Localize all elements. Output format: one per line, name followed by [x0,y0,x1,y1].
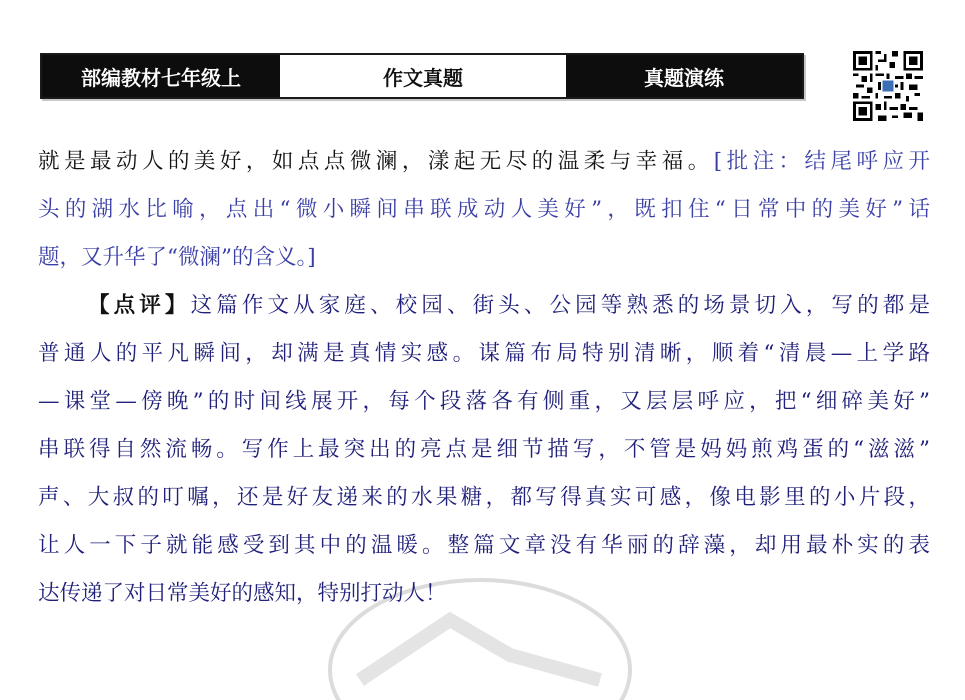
header-textbook-label: 部编教材七年级上 [42,55,280,97]
qr-code-icon [852,51,924,121]
review-line: 让人一下子就能感受到其中的温暖。整篇文章没有华丽的辞藻，却用最朴实的表 [38,533,930,558]
essay-ending-text: 就是最动人的美好，如点点微澜，漾起无尽的温柔与幸福。 [38,149,714,174]
review-text: 这篇作文从家庭、校园、街头、公园等熟悉的场景切入，写的都是 [190,293,930,318]
annotation-line: 头的湖水比喻，点出“微小瞬间串联成动人美好”，既扣住“日常中的美好”话 [38,197,930,222]
review-line [38,282,930,330]
review-line: 声、大叔的叮嘱，还是好友递来的水果糖，都写得真实可感，像电影里的小片段， [38,485,930,510]
header-section-title: 作文真题 [280,55,566,97]
review-line: —课堂—傍晚”的时间线展开，每个段落各有侧重，又层层呼应，把“细碎美好” [38,389,930,414]
annotation-line: 题，又升华了“微澜”的含义。] [38,245,316,270]
review-label: 【点评】 [88,293,191,318]
header-practice-label: 真题演练 [566,55,802,97]
essay-line [38,138,930,186]
review-line: 达传递了对日常美好的感知，特别打动人！ [38,581,447,606]
essay-content [38,138,930,618]
review-line: 普通人的平凡瞬间，却满是真情实感。谋篇布局特别清晰，顺着“清晨—上学路 [38,341,930,366]
annotation-text: [批注：结尾呼应开 [713,149,930,174]
header-bar [40,53,804,99]
review-line: 串联得自然流畅。写作上最突出的亮点是细节描写，不管是妈妈煎鸡蛋的“滋滋” [38,437,930,462]
